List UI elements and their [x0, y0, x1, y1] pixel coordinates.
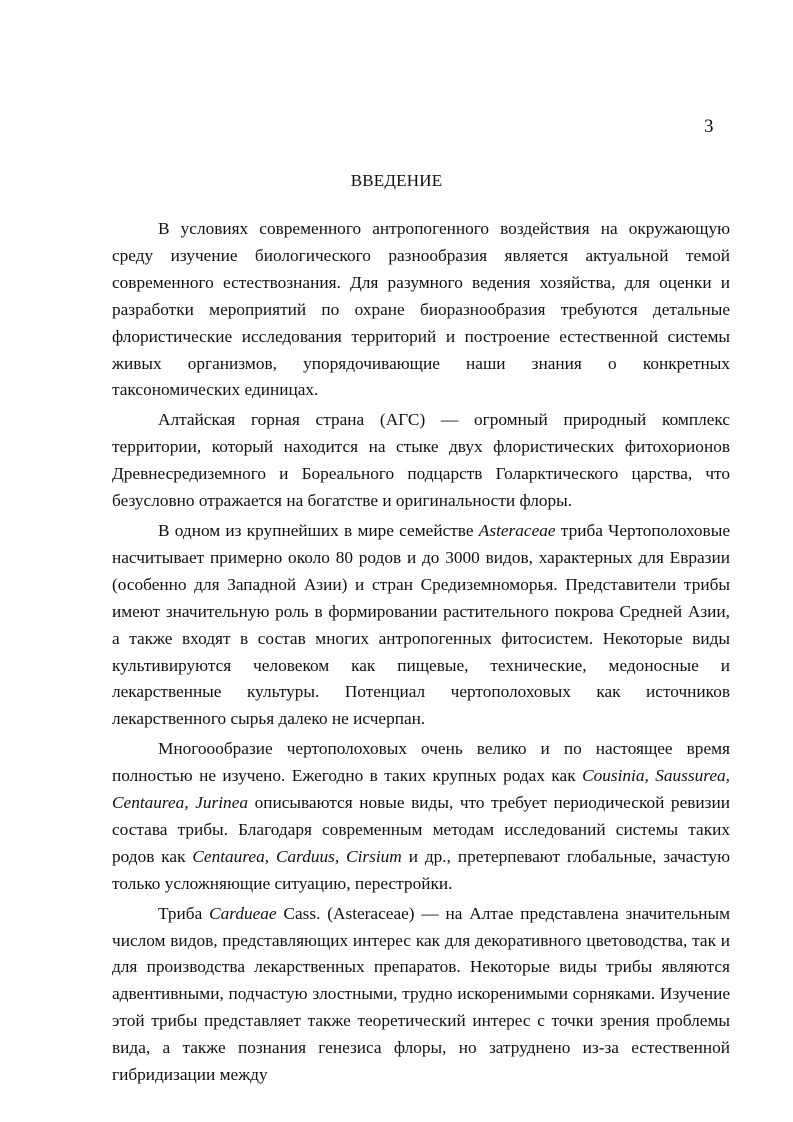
paragraph-text: Алтайская горная страна (АГС) — огромный природный комплекс территории, который находится на стыке двух флористических фитохорионов Древнесредиземного и Бореального подцарств Голарктического царства, что безусловно отражается на богатстве и оригинальности флоры. — [112, 410, 730, 511]
paragraph-text: Cass. (Asteraceae) — на Алтае представлена значительным числом видов, представляющих интерес как для декоративного цветоводства, так и для производства лекарственных препаратов. Некоторые виды трибы являются адвентивными, подчастую злостными, трудно искоренимыми сорняками. Изучение этой трибы представляет также теоретический интерес с точки зрения проблемы вида, а также познания генезиса флоры, но затруднено из-за естественной гибридизации между — [112, 903, 730, 1085]
taxon-names: Cousinia, Saussurea, Centaurea, Jurinea — [112, 766, 730, 813]
paragraph-text: триба Чертополоховые насчитывает примерно около 80 родов и до 3000 видов, характерных для Евразии (особенно для Западной Азии) и стран Средиземноморья. Представители трибы имеют значительную роль в формировании растительного покрова Средней Азии, а также входят в состав многих антропогенных фитосистем. Некоторые виды культивируются человеком как пищевые, технические, медоносные и лекарственные культуры. Потенциал чертополоховых как источников лекарственного сырья далеко не исчерпан. — [112, 520, 730, 729]
taxon-names: Centaurea, Carduus, Cirsium — [192, 846, 402, 866]
body-text — [112, 216, 730, 1089]
paragraph-text: В условиях современного антропогенного воздействия на окружающую среду изучение биологического разнообразия является актуальной темой современного естествознания. Для разумного ведения хозяйства, для оценки и разработки мероприятий по охране биоразнообразия требуются детальные флористические исследования территорий и построение естественной системы живых организмов, упорядочивающие наши знания о конкретных таксономических единицах. — [112, 219, 730, 400]
section-heading: ВВЕДЕНИЕ — [350, 171, 443, 190]
paragraph-4 — [112, 736, 730, 897]
paragraph-text: Триба — [158, 903, 210, 923]
taxon-name: Asteraceae — [478, 520, 556, 540]
paragraph-text: В одном из крупнейших в мире семействе — [158, 520, 479, 540]
paragraph-2 — [112, 407, 730, 515]
paragraph-text: описываются новые виды, что требует периодической ревизии состава трибы. Благодаря современным методам исследований системы таких родов как — [112, 793, 730, 866]
paragraph-1 — [112, 216, 730, 404]
page-number: 3 — [704, 116, 714, 137]
paragraph-3 — [112, 518, 730, 733]
paragraph-5 — [112, 901, 730, 1089]
taxon-name: Cardueae — [209, 903, 277, 923]
paragraph-text: и др., претерпевают глобальные, зачастую только усложняющие ситуацию, перестройки. — [112, 846, 730, 893]
paragraph-text: Многоообразие чертополоховых очень велико и по настоящее время полностью не изучено. Ежегодно в таких крупных родах как — [112, 739, 730, 786]
